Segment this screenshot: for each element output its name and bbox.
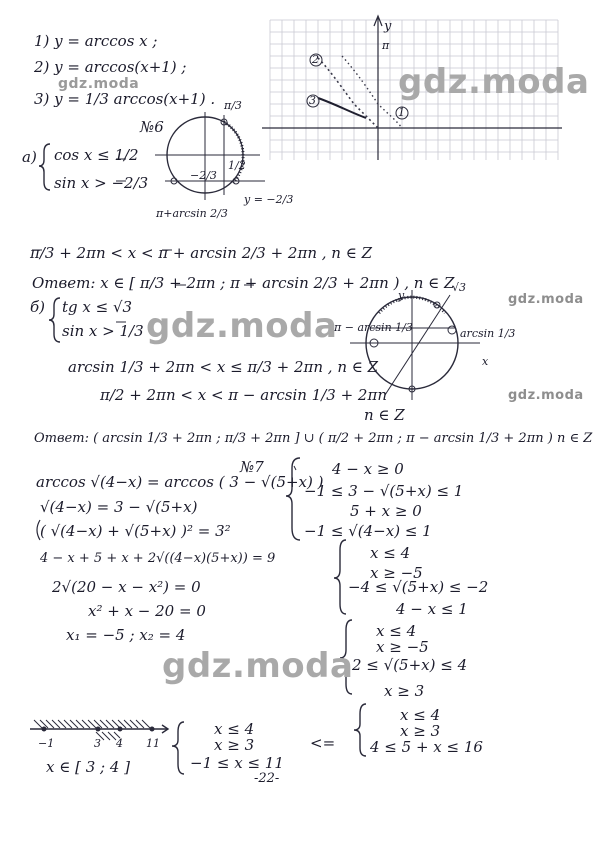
task6-part-b-label: б) (30, 298, 46, 316)
graph-tick-pi: π (382, 39, 390, 52)
watermark-middle-left: gdz.moda (146, 306, 338, 346)
task6-a-inequality: π/3 + 2πn < x < π + arcsin 2/3 + 2πn , n ∈ Z (30, 244, 373, 262)
page-number: -22- (254, 771, 280, 786)
task7-restriction4-b: x ≥ 3 (400, 722, 441, 740)
task7-step5: x² + x − 20 = 0 (88, 602, 206, 620)
numline-label-4: 4 (116, 737, 123, 750)
task6-b-sys2: sin x > 1/3 (62, 322, 144, 340)
task7-restriction4-c: 4 ≤ 5 + x ≤ 16 (370, 738, 483, 756)
task7-final-arrow: <= (310, 734, 336, 752)
circle-b-right-label: arcsin 1/3 (460, 327, 516, 340)
task6-b-inequality-2: π/2 + 2πn < x < π − arcsin 1/3 + 2πn (100, 386, 387, 404)
task7-equation: arccos √(4−x) = arccos ( 3 − √(5+x) ) (36, 473, 324, 491)
task7-final-c: −1 ≤ x ≤ 11 (190, 754, 284, 772)
watermark-top-right: gdz.moda (398, 62, 590, 102)
task6-a-sys1: cos x ≤ 1/2 (54, 146, 139, 164)
task6-a-sys2: sin x > −2/3 (54, 174, 149, 192)
numline-label-minus1: −1 (38, 737, 55, 750)
task7-restriction3-c: 2 ≤ √(5+x) ≤ 4 (352, 656, 468, 674)
watermark-lower-left: gdz.moda (162, 646, 354, 686)
circle-a-arcsin-label: π+arcsin 2/3 (156, 207, 228, 220)
circle-a-side-label: y = −2/3 (244, 193, 294, 206)
circle-a-half-label: 1/2 (228, 159, 246, 172)
numline-label-11: 11 (146, 737, 160, 750)
task7-restriction2-b: x ≥ −5 (370, 564, 423, 582)
task6-number: №6 (140, 118, 164, 136)
task6-part-a-label: a) (22, 148, 37, 166)
task7-restriction3-d: x ≥ 3 (384, 682, 425, 700)
task7-final-b: x ≥ 3 (214, 736, 255, 754)
task7-step2: ( √(4−x) + √(5+x) )² = 3² (40, 522, 231, 540)
task6-b-sys1: tg x ≤ √3 (62, 298, 133, 316)
task7-final-a: x ≤ 4 (214, 720, 255, 738)
graph-mark-2: 2 (312, 53, 319, 66)
task7-restriction1-c: 5 + x ≥ 0 (350, 502, 422, 520)
task5-line1: 1) y = arccos x ; (34, 32, 158, 50)
task5-line2: 2) y = arccos(x+1) ; (34, 58, 187, 76)
task6-a-answer: Ответ: x ∈ [ π/3 + 2πn ; π + arcsin 2/3 + 2πn ) , n ∈ Z (32, 274, 455, 292)
task7-number: №7 (240, 458, 264, 476)
task7-step4: 2√(20 − x − x²) = 0 (52, 578, 201, 596)
circle-a-top-label: π/3 (224, 99, 242, 112)
watermark-right-1: gdz.moda (508, 292, 584, 307)
task7-restriction2-d: 4 − x ≤ 1 (396, 600, 468, 618)
task6-b-answer: Ответ: ( arcsin 1/3 + 2πn ; π/3 + 2πn ] ∪ ( π/2 + 2πn ; π − arcsin 1/3 + 2πn ) n ∈ Z (34, 431, 593, 446)
task6-b-inequality-1: arcsin 1/3 + 2πn < x ≤ π/3 + 2πn , n ∈ Z (68, 358, 379, 376)
watermark-right-2: gdz.moda (508, 388, 584, 403)
task7-restriction1-b: −1 ≤ 3 − √(5+x) ≤ 1 (304, 482, 464, 500)
task7-answer: x ∈ [ 3 ; 4 ] (46, 758, 131, 776)
task7-restriction4-a: x ≤ 4 (400, 706, 441, 724)
task7-restriction1-d: −1 ≤ √(4−x) ≤ 1 (304, 522, 432, 540)
graph-mark-1: 1 (398, 106, 405, 119)
circle-b-x-label: x (482, 355, 489, 368)
circle-a-neg-label: −2/3 (190, 169, 217, 182)
task7-restriction2-a: x ≤ 4 (370, 544, 411, 562)
circle-b-left-label: π − arcsin 1/3 (334, 321, 413, 334)
task6-b-inequality-2-n: n ∈ Z (364, 406, 405, 424)
task7-restriction2-c: −4 ≤ √(5+x) ≤ −2 (348, 578, 489, 596)
task7-step3: 4 − x + 5 + x + 2√((4−x)(5+x)) = 9 (40, 551, 276, 566)
numline-label-3: 3 (94, 737, 101, 750)
circle-b-sqrt3-label: √3 (452, 281, 467, 294)
watermark-top-left: gdz.moda (58, 76, 140, 92)
graph-axis-y-label: y (384, 19, 392, 34)
task7-step6: x₁ = −5 ; x₂ = 4 (66, 626, 186, 644)
task7-restriction3-a: x ≤ 4 (376, 622, 417, 640)
task5-line3: 3) y = 1/3 arccos(x+1) . (34, 90, 216, 108)
graph-mark-3: 3 (309, 94, 316, 107)
task7-restriction1-a: 4 − x ≥ 0 (332, 460, 404, 478)
circle-b-y-label: y (398, 289, 405, 302)
task7-step1: √(4−x) = 3 − √(5+x) (40, 498, 198, 516)
task7-restriction3-b: x ≥ −5 (376, 638, 429, 656)
